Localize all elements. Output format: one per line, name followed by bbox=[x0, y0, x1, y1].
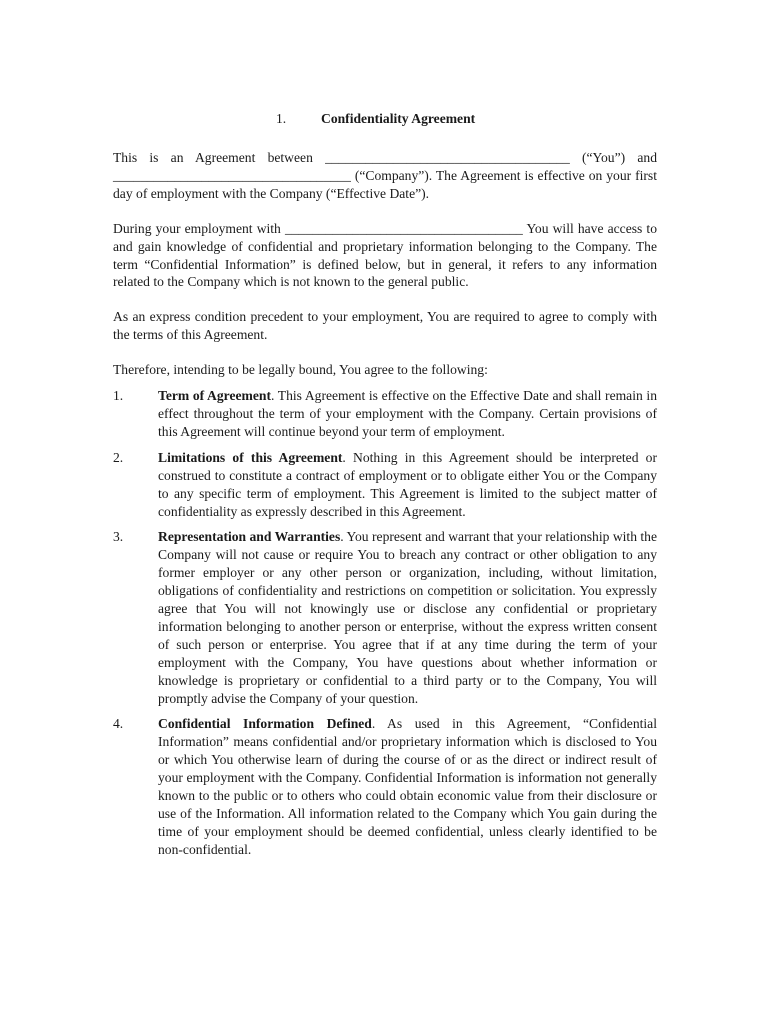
section-heading bbox=[113, 108, 657, 128]
list-item bbox=[113, 387, 657, 441]
item-title: Representation and Warranties bbox=[158, 529, 341, 545]
item-body bbox=[158, 387, 657, 441]
item-body bbox=[158, 528, 657, 707]
item-title: Limitations of this Agreement bbox=[158, 449, 343, 465]
item-number: 2. bbox=[113, 449, 124, 465]
list-item bbox=[113, 528, 657, 707]
item-title: Term of Agreement bbox=[158, 388, 271, 404]
access-paragraph: During your employment with ___________________________________ You will have access to and gain knowledge of confidential and proprietary information belonging to the Company. The term “Confidential Information” is defined below, but in general, it refers to any information related to the Company which is not known to the general public. bbox=[113, 220, 657, 290]
condition-paragraph: As an express condition precedent to your employment, You are required to agree to comply with the terms of this Agreement. bbox=[113, 309, 657, 343]
item-title: Confidential Information Defined bbox=[158, 716, 372, 732]
item-body bbox=[158, 715, 657, 858]
intro-paragraph: This is an Agreement between ____________________________________ (“You”) and ___________________________________ (“Company”). The Agreement is effective on your first day of employment with the Company (“Effective Date”). bbox=[113, 150, 657, 201]
lead-in-text: Therefore, intending to be legally bound, You agree to the following: bbox=[113, 362, 488, 378]
item-text: . This Agreement is effective on the Effective Date and shall remain in effect throughout the term of your employment with the Company. Certain provisions of this Agreement will continue beyond your term of employment. bbox=[158, 388, 658, 439]
item-body bbox=[158, 449, 657, 521]
item-number: 1. bbox=[113, 388, 124, 404]
item-text: . As used in this Agreement, “Confidential Information” means confidential and/or proprietary information which is disclosed to You or which You otherwise learn of during the course of or as the direct or indirect result of your employment with the Company. Confidential Information is information not generally known to the public or to others who could obtain economic value from their disclosure or use of the Information. All information related to the Company which You gain during the time of your employment should be deemed confidential, unless clearly identified to be non-confidential. bbox=[158, 716, 657, 857]
item-number: 4. bbox=[113, 716, 124, 732]
item-text: . Nothing in this Agreement should be interpreted or construed to constitute a contract of employment or to obligate either You or the Company to any specific term of employment. This Agreement is limited to the subject matter of confidentiality as expressly described in this Agreement. bbox=[158, 449, 657, 519]
item-number: 3. bbox=[113, 529, 124, 545]
section-number: 1. bbox=[276, 111, 287, 126]
section-title: Confidentiality Agreement bbox=[321, 111, 476, 126]
item-text: . You represent and warrant that your relationship with the Company will not cause or require You to breach any contract or other obligation to any former employer or any other person or organization, including, without limitation, obligations of confidentiality and restrictions on competition or solicitation. You expressly agree that You will not knowingly use or disclose any confidential or proprietary information belonging to another person or enterprise, without the express written consent of such person or enterprise. You agree that if at any time during the term of your employment with the Company, You have questions about whether information or knowledge is proprietary or confidential to a third party or to the Company, You will promptly advise the Company of your question. bbox=[158, 529, 658, 706]
list-item bbox=[113, 715, 657, 858]
list-item bbox=[113, 449, 657, 521]
document-page bbox=[113, 108, 657, 867]
